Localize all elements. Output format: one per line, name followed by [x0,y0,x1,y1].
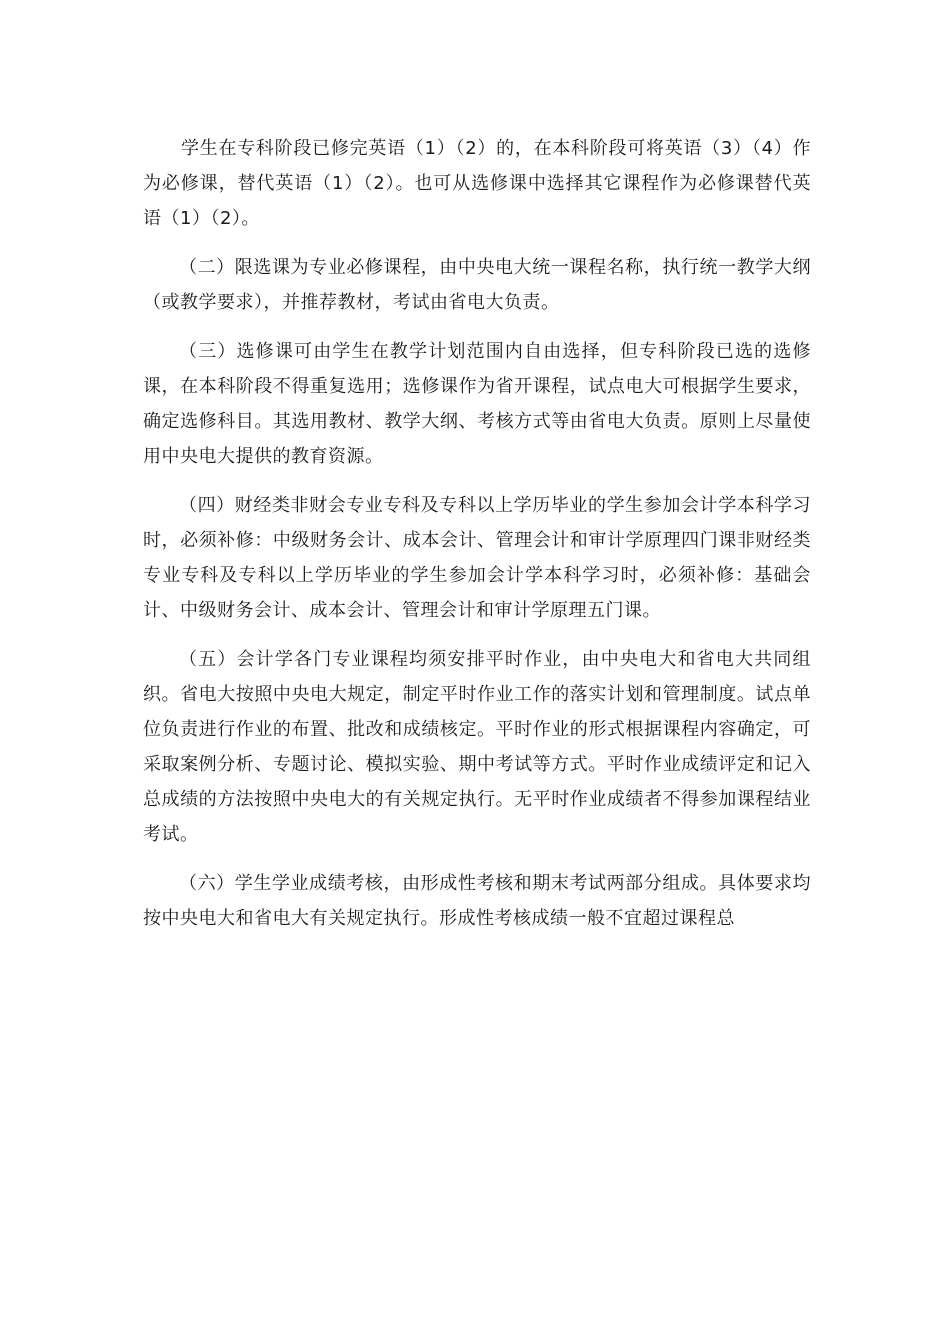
paragraph-restricted-electives: （二）限选课为专业必修课程，由中央电大统一课程名称，执行统一教学大纲（或教学要求），并推荐教材，考试由省电大负责。 [143,257,811,313]
paragraph-regular-assignments: （五）会计学各门专业课程均须安排平时作业，由中央电大和省电大共同组织。省电大按照中央电大规定，制定平时作业工作的落实计划和管理制度。试点单位负责进行作业的布置、批改和成绩核定。平时作业的形式根据课程内容确定，可采取案例分析、专题讨论、模拟实验、期中考试等方式。平时作业成绩评定和记入总成绩的方法按照中央电大的有关规定执行。无平时作业成绩者不得参加课程结业考试。 [143,649,811,845]
document-body [143,131,811,950]
paragraph-assessment: （六）学生学业成绩考核，由形成性考核和期末考试两部分组成。具体要求均按中央电大和省电大有关规定执行。形成性考核成绩一般不宜超过课程总 [143,873,811,929]
paragraph-free-electives: （三）选修课可由学生在教学计划范围内自由选择，但专科阶段已选的选修课，在本科阶段不得重复选用；选修课作为省开课程，试点电大可根据学生要求，确定选修科目。其选用教材、教学大纲、考核方式等由省电大负责。原则上尽量使用中央电大提供的教育资源。 [143,341,811,467]
paragraph-makeup-courses: （四）财经类非财会专业专科及专科以上学历毕业的学生参加会计学本科学习时，必须补修：中级财务会计、成本会计、管理会计和审计学原理四门课非财经类专业专科及专科以上学历毕业的学生参加会计学本科学习时，必须补修：基础会计、中级财务会计、成本会计、管理会计和审计学原理五门课。 [143,495,811,621]
paragraph-english-substitution: 学生在专科阶段已修完英语（1）（2）的，在本科阶段可将英语（3）（4）作为必修课，替代英语（1）（2）。也可从选修课中选择其它课程作为必修课替代英语（1）（2）。 [143,138,811,229]
